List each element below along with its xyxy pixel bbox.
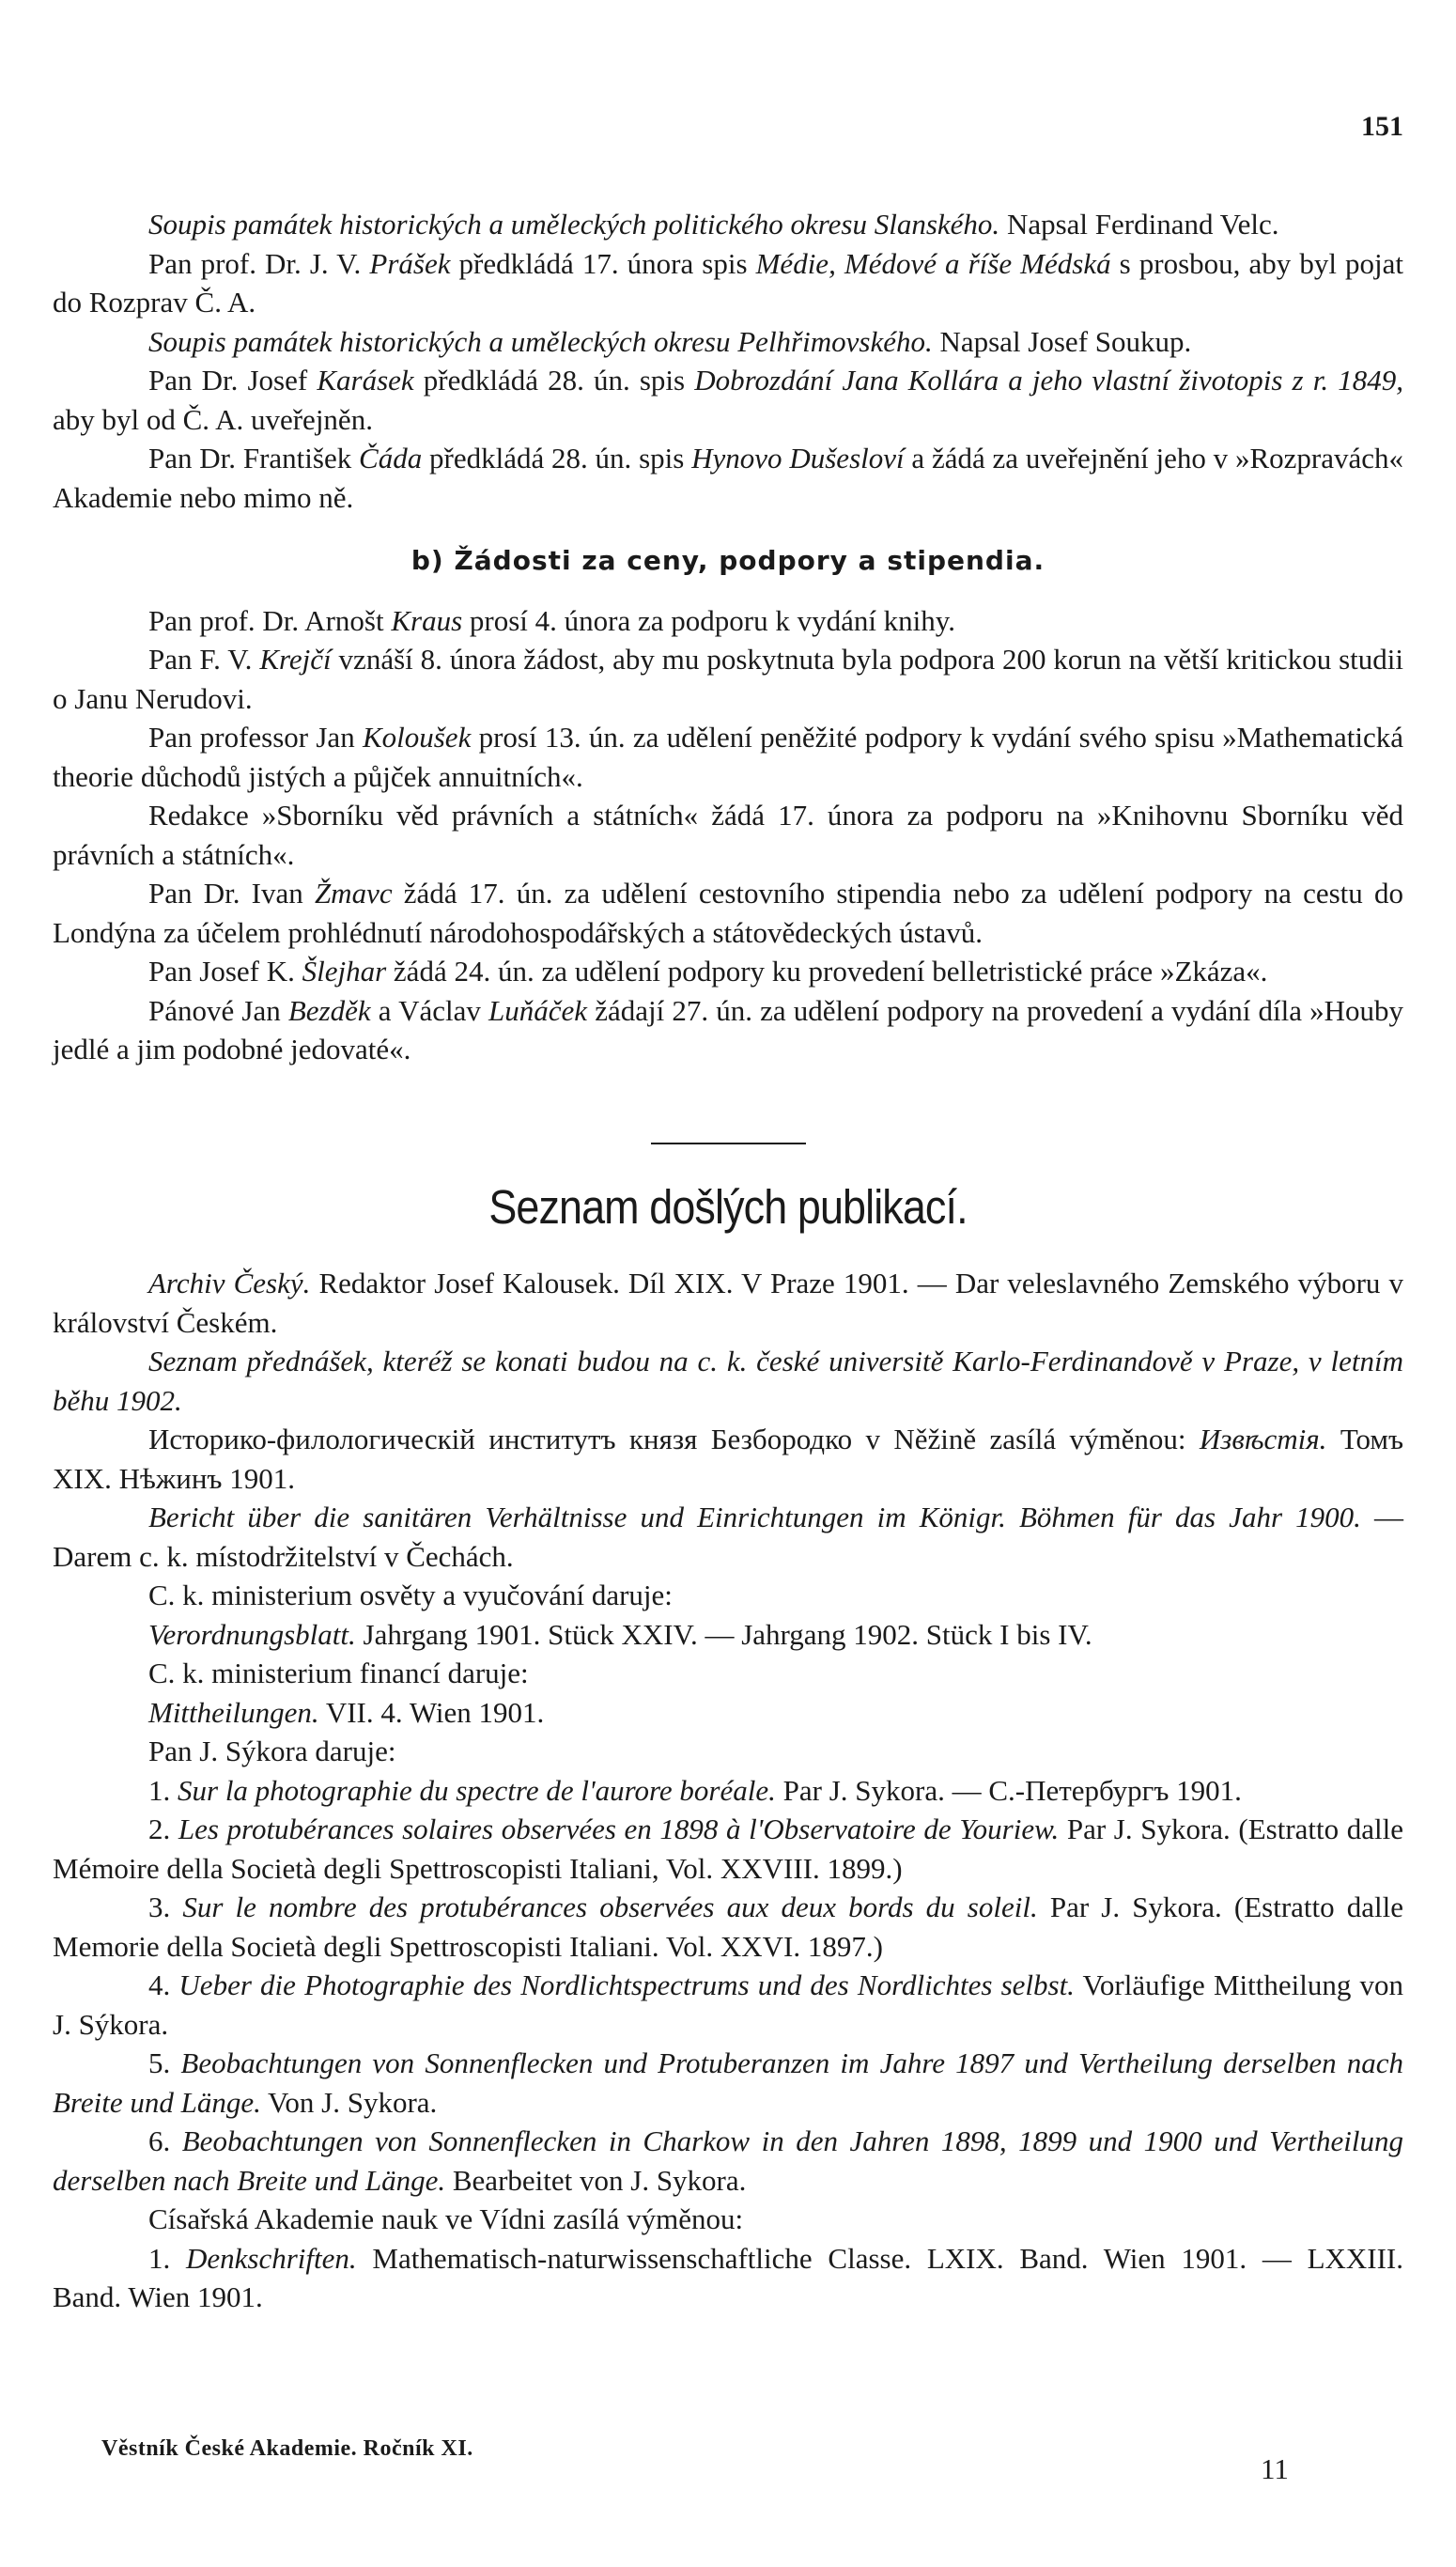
publication-14: [53, 2122, 1403, 2200]
entry-person: Krejčí: [259, 643, 332, 676]
entry-text: žádá 24. ún. za udělení podpory ku provedení belletristické práce »Zkáza«.: [386, 955, 1268, 988]
entry-text: aby byl od Č. A. uveřejněn.: [53, 402, 373, 436]
publication-title: Bericht über die sanitären Verhältnisse und Einrichtungen im Königr. Böhmen für das Jahr 1900.: [148, 1501, 1361, 1533]
publication-text: Томъ XIX. Нѣжинъ 1901.: [53, 1423, 1403, 1495]
publication-0: [53, 1264, 1403, 1342]
entry-a-1: [53, 244, 1403, 322]
publication-lead: 2.: [148, 1812, 178, 1845]
publication-4: [53, 1576, 1403, 1615]
entry-lead: Redakce »Sborníku věd právních a státních« žádá 17. února za podporu na »Knihovnu Sborníku věd právních a státních«.: [53, 799, 1403, 871]
publication-text: Bearbeitet von J. Sykora.: [445, 2163, 747, 2197]
publication-title: Beobachtungen von Sonnenflecken und Protuberanzen im Jahre 1897 und Vertheilung derselben nach Breite und Länge.: [53, 2046, 1404, 2119]
publication-5: [53, 1615, 1403, 1655]
publication-9: [53, 1771, 1403, 1811]
entry-lead: Pánové Jan: [148, 993, 288, 1027]
publication-lead: Pan J. Sýkora daruje:: [148, 1735, 396, 1767]
publication-title: Denkschriften.: [186, 2241, 357, 2275]
publication-text: — Darem c. k. místodržitelství v Čechách.: [53, 1501, 1404, 1573]
entry-mid: a Václav: [370, 993, 489, 1027]
publication-15: [53, 2200, 1403, 2239]
entry-b-5: [53, 952, 1403, 991]
entry-text: prosí 13. ún. za udělení peněžité podpory k vydání svého spisu »Mathematická theorie důchodů jistých a půjček annuitních«.: [53, 721, 1403, 793]
publication-text: Par J. Sykora. (Estratto dalle Memorie della Società degli Spettroscopisti Italiani. Vol. XXVI. 1897.): [53, 1890, 1404, 1963]
publication-text: VII. 4. Wien 1901.: [318, 1695, 545, 1729]
entry-text: žádá 17. ún. za udělení cestovního stipendia nebo za udělení podpory na cestu do Londýna za účelem prohlédnutí národohospodářských a státovědeckých ústavů.: [53, 877, 1403, 949]
page-number: 151: [1361, 111, 1403, 142]
entry-title: Hynovo Dušesloví: [691, 442, 905, 475]
entry-title: Soupis památek historických a uměleckých politického okresu Slanského.: [148, 208, 1000, 241]
entry-person-2: Luňáček: [488, 993, 588, 1027]
entry-title: Soupis památek historických a uměleckých okresu Pelhřimovského.: [148, 324, 933, 358]
publication-lead: C. k. ministerium osvěty a vyučování daruje:: [148, 1579, 673, 1611]
entry-lead: Pan prof. Dr. Arnošt: [148, 603, 392, 637]
entry-b-0: [53, 601, 1403, 641]
entry-lead: Pan Dr. František: [148, 442, 360, 475]
entry-person: Koloušek: [362, 721, 472, 754]
publication-text: Redaktor Josef Kalousek. Díl XIX. V Praze 1901. — Dar veleslavného Zemského výboru v království Českém.: [53, 1267, 1404, 1339]
publication-12: [53, 1966, 1403, 2044]
entry-mid: předkládá 28. ún. spis: [422, 442, 692, 475]
entry-person: Kraus: [391, 603, 463, 637]
section-title: Seznam došlých publikací.: [488, 1179, 968, 1234]
entry-text: vznáší 8. února žádost, aby mu poskytnuta byla podpora 200 korun na větší kritickou studii o Janu Nerudovi.: [53, 643, 1404, 715]
entry-b-4: [53, 874, 1403, 952]
entry-lead: Pan Dr. Ivan: [148, 877, 315, 910]
publication-lead: 4.: [148, 1968, 179, 2001]
publication-title: Mittheilungen.: [148, 1695, 319, 1729]
entry-person: Prášek: [369, 246, 451, 280]
entry-a-3: [53, 361, 1403, 439]
publication-lead: 6.: [148, 2124, 182, 2157]
entry-title: Médie, Médové a říše Médská: [755, 246, 1111, 280]
publication-7: [53, 1693, 1403, 1733]
publication-title: Archiv Český.: [148, 1267, 311, 1299]
publication-16: [53, 2239, 1403, 2317]
publication-title: Les protubérances solaires observées en 1898 à l'Observatoire de Youriew.: [178, 1812, 1060, 1845]
entry-lead: Pan prof. Dr. J. V.: [148, 246, 370, 280]
publication-2: [53, 1420, 1403, 1498]
entry-title: Dobrozdání Jana Kollára a jeho vlastní životopis z r. 1849,: [694, 364, 1403, 397]
entry-lead: Pan F. V.: [148, 643, 260, 676]
publication-3: [53, 1498, 1403, 1576]
entry-b-2: [53, 718, 1403, 796]
entry-mid: předkládá 17. února spis: [450, 246, 756, 280]
publication-text: Von J. Sykora.: [260, 2085, 438, 2119]
entry-text: prosí 4. února za podporu k vydání knihy.: [462, 603, 956, 637]
publication-title: Seznam přednášek, kteréž se konati budou na c. k. české universitě Karlo-Ferdinandově v Praze, v letním běhu 1902.: [53, 1345, 1403, 1417]
publication-text: Jahrgang 1901. Stück XXIV. — Jahrgang 1902. Stück I bis IV.: [355, 1617, 1092, 1651]
publication-13: [53, 2044, 1403, 2122]
entry-mid: předkládá 28. ún. spis: [413, 364, 695, 397]
publication-title: Beobachtungen von Sonnenflecken in Charkow in den Jahren 1898, 1899 und 1900 und Vertheilung derselben nach Breite und Länge.: [53, 2124, 1404, 2197]
publication-10: [53, 1810, 1403, 1888]
publication-title: Ueber die Photographie des Nordlichtspectrums und des Nordlichtes selbst.: [178, 1968, 1075, 2001]
entry-text: Napsal Josef Soukup.: [932, 324, 1192, 358]
footer-signature-number: 11: [1261, 2452, 1289, 2485]
publication-lead: 5.: [148, 2046, 181, 2079]
page-content: [53, 205, 1403, 2317]
publication-title: Verordnungsblatt.: [148, 1617, 356, 1651]
subheading-requests: b) Žádosti za ceny, podpory a stipendia.: [410, 545, 1046, 576]
publication-text: Mathematisch-naturwissenschaftliche Classe. LXIX. Band. Wien 1901. — LXXIII. Band. Wien 1901.: [53, 2241, 1404, 2313]
publication-6: [53, 1654, 1403, 1693]
publication-title: Sur la photographie du spectre de l'aurore boréale.: [178, 1773, 776, 1807]
entry-person: Bezděk: [287, 993, 371, 1027]
entry-a-2: [53, 322, 1403, 362]
entry-lead: Pan Dr. Josef: [148, 364, 318, 397]
section-divider: [651, 1143, 806, 1144]
entry-person: Šlejhar: [302, 955, 387, 988]
entry-person: Žmavc: [314, 877, 393, 910]
entry-b-1: [53, 640, 1403, 718]
publication-lead: Историко-филологическій институтъ князя Безбородко v Něžině zasílá výměnou:: [148, 1423, 1200, 1455]
publication-1: [53, 1342, 1403, 1420]
entry-lead: Pan professor Jan: [148, 721, 363, 754]
publication-lead: 1.: [148, 2241, 186, 2275]
footer-journal-title: Věstník České Akademie. Ročník XI.: [101, 2436, 473, 2461]
publication-8: [53, 1732, 1403, 1771]
publication-text: Par J. Sykora. (Estratto dalle Mémoire della Società degli Spettroscopisti Italiani, Vol. XXVIII. 1899.): [53, 1812, 1403, 1885]
entry-a-4: [53, 439, 1403, 517]
entry-a-0: [53, 205, 1403, 244]
publication-lead: 1.: [148, 1773, 178, 1807]
entry-person: Čáda: [359, 442, 423, 475]
publication-title: Извѣстія.: [1199, 1423, 1327, 1455]
entry-person: Karásek: [317, 364, 414, 397]
entry-text: Napsal Ferdinand Velc.: [999, 208, 1279, 241]
publication-lead: Císařská Akademie nauk ve Vídni zasílá výměnou:: [148, 2202, 744, 2235]
entry-lead: Pan Josef K.: [148, 955, 302, 988]
publication-11: [53, 1888, 1403, 1966]
publication-lead: 3.: [148, 1890, 183, 1923]
entry-text: s prosbou, aby byl pojat do Rozprav Č. A.: [53, 246, 1403, 319]
entry-text: žádají 27. ún. za udělení podpory na provedení a vydání díla »Houby jedlé a jim podobné jedovaté«.: [53, 993, 1403, 1066]
publication-lead: C. k. ministerium financí daruje:: [148, 1657, 529, 1689]
publication-text: Par J. Sykora. — С.-Петербургъ 1901.: [775, 1773, 1242, 1807]
entry-b-3: [53, 796, 1403, 874]
publication-title: Sur le nombre des protubérances observées aux deux bords du soleil.: [182, 1890, 1038, 1923]
entry-b-6: [53, 991, 1403, 1069]
publication-text: Vorläufige Mittheilung von J. Sýkora.: [53, 1968, 1404, 2041]
entry-text: a žádá za uveřejnění jeho v »Rozpravách« Akademie nebo mimo ně.: [53, 442, 1403, 514]
